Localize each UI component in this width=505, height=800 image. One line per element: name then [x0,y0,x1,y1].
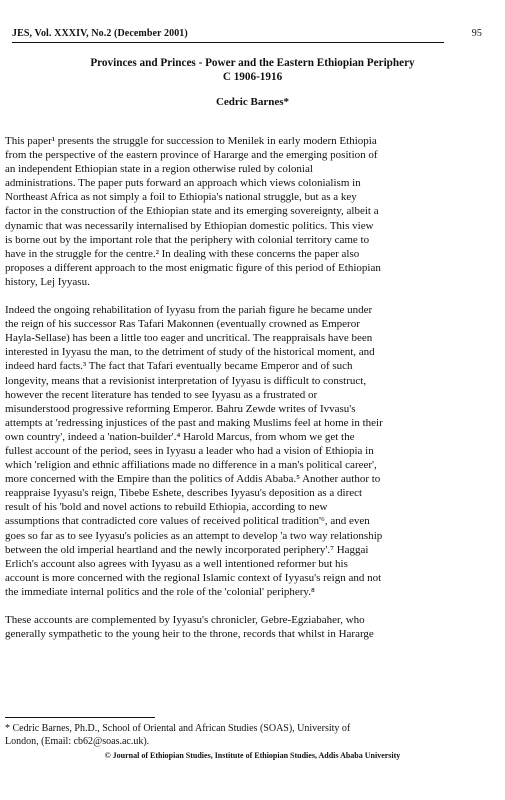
article-title-line2: C 1906-1916 [222,71,283,83]
copyright-notice: © Journal of Ethiopian Studies, Institute of Ethiopian Studies, Addis Ababa University [104,751,401,760]
footnote-line: * Cedric Barnes, Ph.D., School of Oriental and African Studies (SOAS), University of [5,723,351,734]
text-line: These accounts are complemented by Iyyasu's chronicler, Gebre-Egziabaher, who [5,614,365,626]
text-line: misunderstood progressive reforming Emperor. Bahru Zewde writes of Ivvasu's [5,402,356,415]
page-number: 95 [471,28,482,39]
text-line: Hayla-Sellase) has been a little too eager and uncritical. The reappraisals have been [5,332,373,345]
text-line: Northeast Africa as not simply a foil to Ethiopia's national struggle, but as a key [5,191,357,204]
footnote-line: London, (Email: cb62@soas.ac.uk). [5,736,150,747]
journal-citation: JES, Vol. XXXIV, No.2 (December 2001) [12,28,188,39]
text-line: indeed hard facts.³ The fact that Tafari eventually became Emperor and of such [5,360,353,373]
article-title-line1: Provinces and Princes - Power and the Eastern Ethiopian Periphery [90,57,415,69]
text-line: assumptions that contradicted core values of received political tradition'⁶, and even [5,515,370,528]
text-line: reappraise Iyyasu's reign, Tibebe Eshete, describes Iyyasu's deposition as a direct [5,487,363,500]
text-line: from the perspective of the eastern province of Hararge and the emerging position of [5,149,378,162]
text-line: Erlich's account also agrees with Iyyasu as a well intentioned reformer but his [5,557,348,570]
text-line: goes so far as to see Iyyasu's policies as an attempt to develop 'a two way relationship [5,529,383,542]
text-line: longevity, means that a revisionist interpretation of Iyyasu is difficult to construct, [5,374,367,387]
text-line: fullest account of the period, sees in Iyyasu a leader who had a vision of Ethiopia in [5,444,374,457]
text-line: which 'religion and ethnic affiliations made no difference in a man's political career', [5,459,377,472]
paragraph-2 [5,303,481,599]
author-footnote [5,722,481,748]
text-line: the reign of his successor Ras Tafari Makonnen (eventually crowned as Emperor [5,318,360,331]
footnote-rule [5,717,155,718]
text-line: Indeed the ongoing rehabilitation of Iyyasu from the pariah figure he became under [5,304,373,317]
text-line: own country', indeed a 'nation-builder'.⁴ Harold Marcus, from whom we get the [5,430,355,443]
text-line: administrations. The paper puts forward an approach which views colonialism in [5,177,361,190]
text-line: factor in the construction of the Ethiopian state and its emerging sovereignty, albeit a [5,205,379,218]
paragraph-3 [5,613,481,641]
text-line: result of his 'bold and novel actions to rebuild Ethiopia, according to new [5,501,328,514]
text-line: proposes a different approach to the most enigmatic figure of this period of Ethiopian [5,261,381,274]
header-rule [12,42,444,43]
text-line: account is more concerned with the regional Islamic context of Iyyasu's reign and not [5,571,382,584]
text-line: however the recent literature has tended to see Iyyasu as a frustrated or [5,388,318,401]
text-line: more concerned with the Empire than the politics of Addis Ababa.⁵ Another author to [5,473,381,486]
text-line: between the old imperial heartland and the newly incorporated periphery'.⁷ Haggai [5,543,369,556]
running-head [12,28,482,39]
text-line: the immediate internal politics and the role of the 'colonial' periphery.⁸ [5,585,315,598]
text-line: This paper¹ presents the struggle for succession to Menilek in early modern Ethiopia [5,135,377,147]
article-author: Cedric Barnes* [215,96,289,108]
text-line: have in the struggle for the centre.² In dealing with these concerns the paper also [5,247,360,260]
text-line: history, Lej Iyyasu. [5,275,90,288]
paragraph-1 [5,134,481,289]
text-line: generally sympathetic to the young heir to the throne, records that whilst in Hararge [5,628,374,641]
text-line: an independent Ethiopian state in a region otherwise ruled by colonial [5,163,313,176]
text-line: attempts at 'redressing injustices of the past and making Muslims feel at home in their [5,416,383,429]
text-line: dynamic that was necessarily internalised by Ethiopian domestic politics. This view [5,219,374,232]
text-line: is borne out by the important role that the periphery with colonial territory came to [5,233,370,246]
text-line: interested in Iyyasu the man, to the detriment of study of the historical moment, and [5,346,375,359]
article-body [5,134,481,655]
